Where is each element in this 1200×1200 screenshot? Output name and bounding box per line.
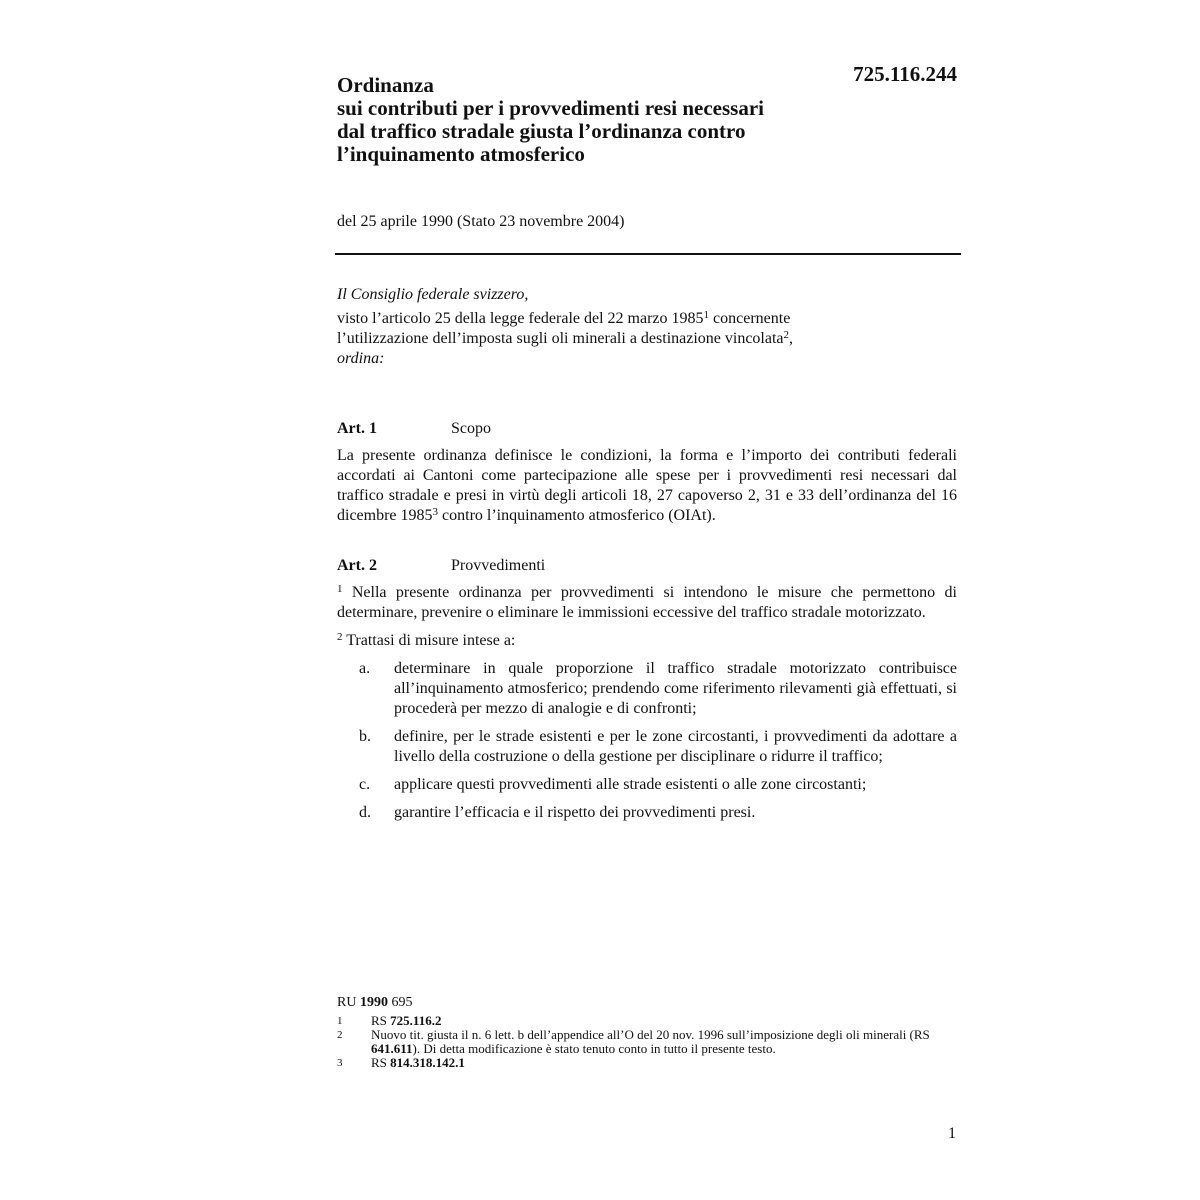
footnote <box>337 1014 937 1028</box>
official-collection-ref <box>337 996 937 1010</box>
footnote-number: 2 <box>337 1029 343 1041</box>
header-divider <box>335 253 961 255</box>
ru-text: RU <box>337 995 360 1010</box>
list-item <box>337 775 957 795</box>
paragraph-text: La presente ordinanza definisce le condizioni, la forma e l’importo dei contributi federali accordati ai Cantoni come partecipazione alle spese per i provvedimenti resi necessari dal traffico stradale e presi in virtù degli articoli 18, 27 capoverso 2, 31 e 33 dell’ordinanza del 16 dicembre 1985 <box>337 447 957 524</box>
preamble-basis-line <box>337 309 957 329</box>
footnote-number: 3 <box>337 1057 343 1069</box>
list-item-label: d. <box>359 804 371 821</box>
list-item-label: c. <box>359 776 371 793</box>
title-line: dal traffico stradale giusta l’ordinanza contro <box>337 119 746 143</box>
article-paragraph <box>337 631 957 651</box>
measures-list <box>337 659 957 823</box>
footnote-text-part: RS <box>371 1013 391 1028</box>
list-item-text: definire, per le strade esistenti e per le zone circostanti, i provvedimenti da adottare a livello della costruzione o della gestione per disciplinare o ridurre il traffico; <box>394 728 957 765</box>
article-title: Provvedimenti <box>451 557 546 574</box>
footnote-ref-number[interactable]: 725.116.2 <box>390 1013 442 1028</box>
paragraph-number: 2 <box>337 631 343 643</box>
preamble-authority: Il Consiglio federale svizzero, <box>337 286 529 303</box>
title-line: l’inquinamento atmosferico <box>337 142 585 166</box>
footnote-text <box>371 1028 937 1056</box>
footnote-ref-number[interactable]: 641.611 <box>371 1041 413 1056</box>
article-1 <box>337 419 957 526</box>
preamble-basis-text: , <box>789 330 794 347</box>
title-line: sui contributi per i provvedimenti resi necessari <box>337 96 764 120</box>
document-title <box>337 74 897 166</box>
list-item <box>337 659 957 719</box>
article-heading <box>337 556 957 576</box>
preamble-basis-text: visto l’articolo 25 della legge federale del 22 marzo 1985 <box>337 310 704 327</box>
paragraph-text: Nella presente ordinanza per provvedimenti si intendono le misure che permettono di determinare, prevenire o eliminare le immissioni eccessive del traffico stradale motorizzato. <box>337 584 957 621</box>
footnote <box>337 1028 937 1056</box>
paragraph-number: 1 <box>337 583 343 595</box>
list-item-text: applicare questi provvedimenti alle strade esistenti o alle zone circostanti; <box>394 776 867 793</box>
preamble-basis-text: l’utilizzazione dell’imposta sugli oli minerali a destinazione vincolata <box>337 330 784 347</box>
footnote-ref[interactable]: 3 <box>432 506 439 518</box>
list-item-label: b. <box>359 728 371 745</box>
preamble-basis-line <box>337 329 957 349</box>
article-number: Art. 2 <box>337 557 377 574</box>
article-number: Art. 1 <box>337 420 377 437</box>
page-number: 1 <box>948 1125 956 1142</box>
article-heading <box>337 419 957 439</box>
article-paragraph <box>337 446 957 526</box>
paragraph-text: contro l’inquinamento atmosferico (OIAt). <box>438 507 716 524</box>
document-date: del 25 aprile 1990 (Stato 23 novembre 2004) <box>337 213 625 230</box>
ru-year: 1990 <box>359 995 388 1010</box>
footnote-text <box>371 1014 937 1028</box>
footnote-ref[interactable]: 2 <box>783 329 790 341</box>
footnote-text-part: RS <box>371 1055 391 1070</box>
systematic-number: 725.116.244 <box>853 62 957 86</box>
list-item-label: a. <box>359 660 371 677</box>
ru-page: 695 <box>387 995 413 1010</box>
article-title: Scopo <box>451 420 491 437</box>
list-item <box>337 727 957 767</box>
footnote-ref-number[interactable]: 814.318.142.1 <box>390 1055 465 1070</box>
paragraph-text: Trattasi di misure intese a: <box>342 632 516 649</box>
title-line: Ordinanza <box>337 73 434 97</box>
article-2 <box>337 556 957 831</box>
article-paragraph <box>337 583 957 623</box>
footnote-number: 1 <box>337 1015 343 1027</box>
footnote-text <box>371 1056 937 1070</box>
footnote-ref[interactable]: 1 <box>703 309 710 321</box>
footnote <box>337 1056 937 1070</box>
preamble-basis-text: concernente <box>709 310 791 327</box>
footnote-text-part: ). Di detta modificazione è stato tenuto conto in tutto il presente testo. <box>412 1041 776 1056</box>
list-item-text: garantire l’efficacia e il rispetto dei provvedimenti presi. <box>394 804 756 821</box>
preamble-decree: ordina: <box>337 350 385 367</box>
footnote-text-part: Nuovo tit. giusta il n. 6 lett. b dell’appendice all’O del 20 nov. 1996 sull’imposizione degli oli minerali (RS <box>371 1027 930 1042</box>
footnotes <box>337 996 937 1070</box>
list-item <box>337 803 957 823</box>
preamble <box>337 285 957 369</box>
list-item-text: determinare in quale proporzione il traffico stradale motorizzato contribuisce all’inquinamento atmosferico; prendendo come riferimento rilevamenti già effettuati, si procederà per mezzo di analogie e di confronti; <box>394 660 957 717</box>
